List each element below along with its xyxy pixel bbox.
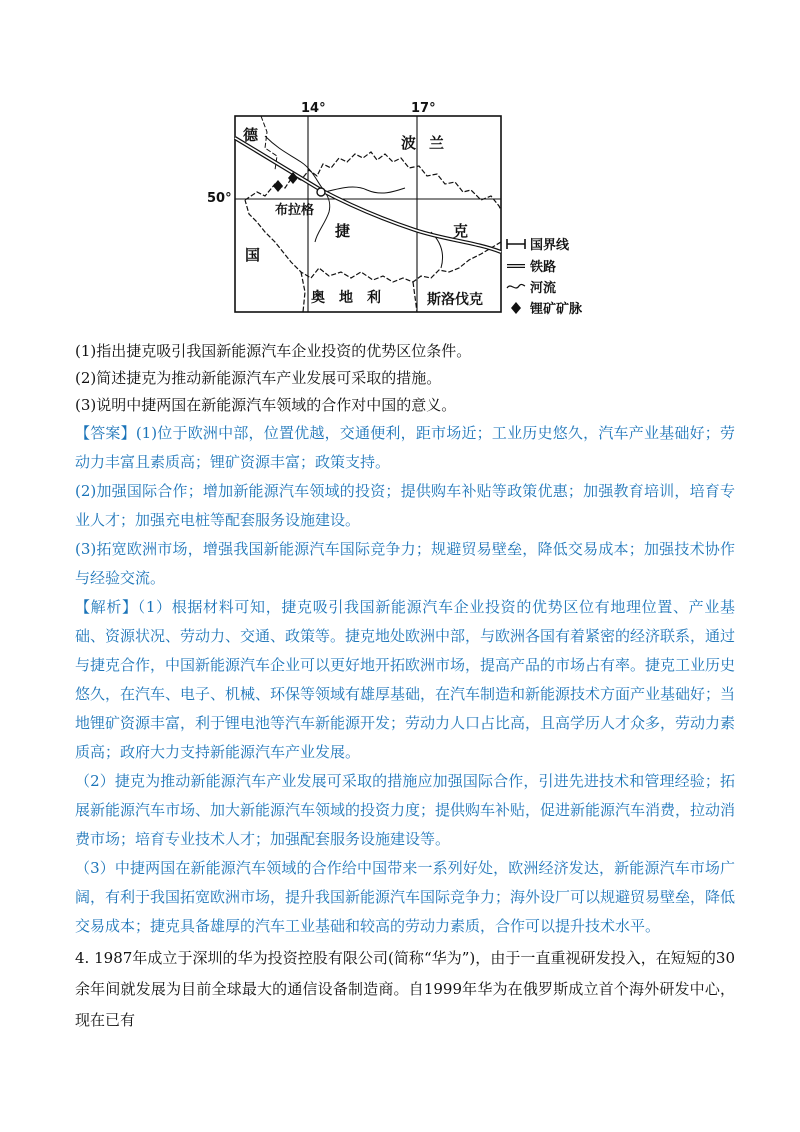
- lithium-deposit-1: [273, 180, 283, 192]
- analysis-part-2: （2）捷克为推动新能源汽车产业发展可采取的措施应加强国际合作，引进先进技术和管理经验；拓展新能源汽车市场、加大新能源汽车领域的投资力度；提供购车补贴，促进新能源汽车消费，拉动消费市场；培育专业技术人才；加强配套服务设施建设等。: [75, 772, 736, 848]
- legend-label-lithium: 锂矿矿脉: [530, 302, 583, 317]
- label-czech-2: 克: [453, 222, 469, 240]
- label-czech-1: 捷: [335, 222, 351, 240]
- answer-part-1: 【答案】(1)位于欧洲中部，位置优越，交通便利，距市场近；工业历史悠久，汽车产业基础好；劳动力丰富且素质高；锂矿资源丰富；政策支持。: [75, 424, 735, 471]
- question-2: (2)简述捷克为推动新能源汽车产业发展可采取的措施。: [75, 369, 442, 387]
- lat-label-50: 50°: [207, 191, 232, 206]
- prague-marker: [317, 188, 325, 196]
- lon-label-14: 14°: [301, 101, 326, 116]
- map-svg: [205, 92, 605, 322]
- label-poland-1: 波: [401, 134, 417, 152]
- question-1: (1)指出捷克吸引我国新能源汽车企业投资的优势区位条件。: [75, 342, 472, 360]
- slovak-border: [413, 282, 417, 312]
- label-austria-3: 利: [367, 290, 381, 306]
- austria-border: [301, 272, 305, 312]
- question-3: (3)说明中捷两国在新能源汽车领域的合作对中国的意义。: [75, 396, 457, 414]
- label-austria-1: 奥: [311, 290, 325, 306]
- river-elbe: [325, 187, 405, 193]
- analysis-part-1: 【解析】（1）根据材料可知，捷克吸引我国新能源汽车企业投资的优势区位有地理位置、产业基础、资源状况、劳动力、交通、政策等。捷克地处欧洲中部，与欧洲各国有着紧密的经济联系，通过与捷克合作，中国新能源汽车企业可以更好地开拓欧洲市场，提高产品的市场占有率。捷克工业历史悠久，在汽车、电子、机械、环保等领域有雄厚基础，在汽车制造和新能源技术方面产业基础好；当地锂矿资源丰富，利于锂电池等汽车新能源开发；劳动力人口占比高，且高学历人才众多，劳动力素质高；政府大力支持新能源汽车产业发展。: [75, 598, 736, 761]
- legend-label-railway: 铁路: [530, 260, 557, 275]
- river-icon: [507, 284, 525, 288]
- diamond-marker-icon: [511, 302, 521, 314]
- map-legend: [507, 237, 583, 317]
- label-germany-1: 德: [243, 126, 259, 144]
- analysis-part-3: （3）中捷两国在新能源汽车领域的合作给中国带来一系列好处，欧洲经济发达，新能源汽车市场广阔，有利于我国拓宽欧洲市场，提升我国新能源汽车国际竞争力；海外设厂可以规避贸易壁垒，降低交易成本；捷克具备雄厚的汽车工业基础和较高的劳动力素质，合作可以提升技术水平。: [75, 859, 736, 935]
- label-austria-2: 地: [339, 290, 353, 306]
- label-poland-2: 兰: [429, 134, 445, 152]
- czech-map: [205, 92, 605, 322]
- legend-label-river: 河流: [530, 281, 557, 296]
- legend-label-border: 国界线: [530, 238, 570, 253]
- label-prague: 布拉格: [275, 203, 315, 218]
- label-germany-2: 国: [245, 246, 261, 264]
- border-line-icon: [507, 239, 525, 249]
- document-body: [75, 338, 735, 1036]
- answer-part-2: (2)加强国际合作；增加新能源汽车领域的投资；提供购车补贴等政策优惠；加强教育培训，培育专业人才；加强充电桩等配套服务设施建设。: [75, 482, 735, 529]
- answer-part-3: (3)拓宽欧洲市场，增强我国新能源汽车国际竞争力；规避贸易壁垒，降低交易成本；加强技术协作与经验交流。: [75, 540, 735, 587]
- lon-label-17: 17°: [411, 101, 436, 116]
- question-4-intro: 4. 1987年成立于深圳的华为投资控股有限公司(简称“华为”)，由于一直重视研发投入，在短短的30余年间就发展为目前全球最大的通信设备制造商。自1999年华为在俄罗斯成立首个海外研发中心，现在已有: [75, 949, 735, 1029]
- label-slovakia: 斯洛伐克: [427, 292, 483, 308]
